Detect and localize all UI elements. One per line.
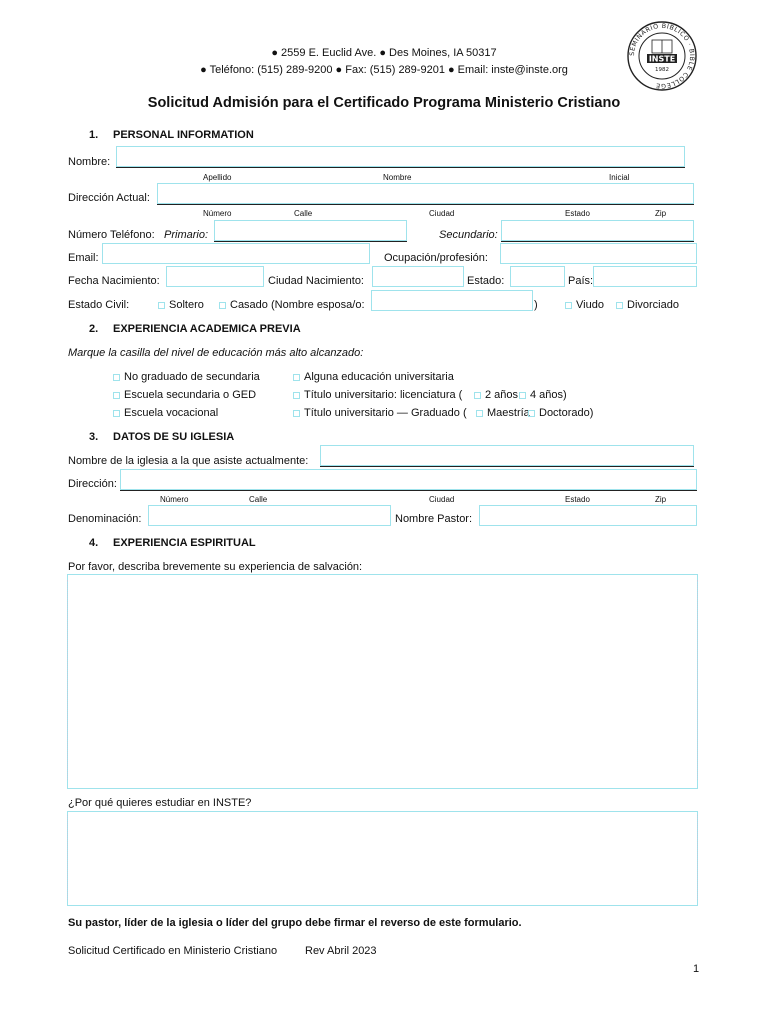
sub-numero: Número <box>203 209 232 218</box>
section-4-number: 4. <box>89 537 99 549</box>
sub-estado: Estado <box>565 209 590 218</box>
close-paren: ) <box>534 299 538 311</box>
sub-estado: Estado <box>565 495 590 504</box>
sub-zip: Zip <box>655 495 667 504</box>
section-2-title: EXPERIENCIA ACADEMICA PREVIA <box>113 323 301 335</box>
contact-line: ● Teléfono: (515) 289-9200 ● Fax: (515) 289-9201 ● Email: inste@inste.org <box>200 64 568 76</box>
porque-textarea[interactable] <box>67 811 698 906</box>
edu-option-label: Alguna educación universitaria <box>304 371 454 383</box>
primario-label: Primario: <box>164 229 209 241</box>
estado-civil-label: Estado Civil: <box>68 299 130 311</box>
direccion-underline <box>157 204 694 205</box>
section-3-number: 3. <box>89 431 99 443</box>
iglesia-label: Nombre de la iglesia a la que asiste actualmente: <box>68 455 309 467</box>
licenciatura-2anos-option[interactable] <box>474 389 518 401</box>
nombre-label: Nombre: <box>68 156 111 168</box>
sub-inicial: Inicial <box>609 173 630 182</box>
sub-apellido: Apellido <box>203 173 232 182</box>
soltero-option[interactable] <box>158 299 204 311</box>
sub-nombre: Nombre <box>383 173 412 182</box>
pais-label: País: <box>568 275 594 287</box>
checkbox[interactable] <box>113 374 120 381</box>
pastor-field[interactable] <box>479 505 697 526</box>
iglesia-direccion-label: Dirección: <box>68 478 117 490</box>
casado-label: Casado (Nombre esposa/o: <box>230 299 365 311</box>
edu-option-no-graduado[interactable] <box>113 371 260 383</box>
nombre-field[interactable] <box>116 146 685 167</box>
soltero-label: Soltero <box>169 299 204 311</box>
pastor-label: Nombre Pastor: <box>395 513 473 525</box>
checkbox[interactable] <box>113 392 120 399</box>
email-label: Email: <box>68 252 99 264</box>
graduado-doctorado-option[interactable] <box>528 407 593 419</box>
primario-underline <box>214 241 407 242</box>
sub-ciudad: Ciudad <box>429 209 455 218</box>
signature-note: Su pastor, líder de la iglesia o líder del grupo debe firmar el reverso de este formulario. <box>68 917 522 929</box>
iglesia-underline <box>320 466 694 467</box>
telefono-primario-field[interactable] <box>214 220 407 241</box>
graduado-maestria-option[interactable] <box>476 407 530 419</box>
iglesia-direccion-underline <box>120 490 697 491</box>
salvacion-label: Por favor, describa brevemente su experiencia de salvación: <box>68 561 363 573</box>
denominacion-label: Denominación: <box>68 513 142 525</box>
sub-ciudad: Ciudad <box>429 495 455 504</box>
esposa-field[interactable] <box>371 290 533 311</box>
email-field[interactable] <box>102 243 370 264</box>
checkbox[interactable] <box>293 392 300 399</box>
licenciatura-4anos-option[interactable] <box>519 389 567 401</box>
edu-option-graduado[interactable] <box>293 407 467 419</box>
fecha-nacimiento-field[interactable] <box>166 266 264 287</box>
sub-calle: Calle <box>294 209 313 218</box>
section-2-number: 2. <box>89 323 99 335</box>
address-line: ● 2559 E. Euclid Ave. ● Des Moines, IA 50317 <box>271 47 497 59</box>
svg-text:INSTE: INSTE <box>648 54 676 64</box>
denominacion-field[interactable] <box>148 505 391 526</box>
direccion-field[interactable] <box>157 183 694 204</box>
edu-option-alguna[interactable] <box>293 371 454 383</box>
edu-option-secundaria[interactable] <box>113 389 256 401</box>
divorciado-option[interactable] <box>616 299 679 311</box>
edu-option-vocacional[interactable] <box>113 407 218 419</box>
salvacion-textarea[interactable] <box>67 574 698 789</box>
ciudad-nacimiento-label: Ciudad Nacimiento: <box>268 275 364 287</box>
viudo-option[interactable] <box>565 299 604 311</box>
edu-option-label: Título universitario: licenciatura ( <box>304 389 463 401</box>
direccion-label: Dirección Actual: <box>68 192 150 204</box>
edu-option-licenciatura[interactable] <box>293 389 462 401</box>
checkbox[interactable] <box>476 410 483 417</box>
margin-dots <box>697 815 699 900</box>
casado-checkbox[interactable] <box>219 302 226 309</box>
checkbox[interactable] <box>528 410 535 417</box>
viudo-checkbox[interactable] <box>565 302 572 309</box>
option-label: Doctorado) <box>539 407 594 419</box>
option-label: 2 años <box>485 389 519 401</box>
svg-text:1982: 1982 <box>655 67 669 73</box>
sub-numero: Número <box>160 495 189 504</box>
telefono-label: Número Teléfono: <box>68 229 155 241</box>
edu-option-label: No graduado de secundaria <box>124 371 260 383</box>
nombre-underline <box>116 167 685 168</box>
checkbox[interactable] <box>519 392 526 399</box>
svg-text:SEMINARIO BÍBLICO · BIBLE COLL: SEMINARIO BÍBLICO · BIBLE COLLEGE <box>628 22 696 90</box>
divorciado-checkbox[interactable] <box>616 302 623 309</box>
edu-option-label: Escuela secundaria o GED <box>124 389 257 401</box>
ocupacion-field[interactable] <box>500 243 697 264</box>
footer-revision: Rev Abril 2023 <box>305 945 377 957</box>
estado-field[interactable] <box>510 266 565 287</box>
edu-option-label: Título universitario — Graduado ( <box>304 407 467 419</box>
sub-zip: Zip <box>655 209 667 218</box>
fecha-nacimiento-label: Fecha Nacimiento: <box>68 275 160 287</box>
margin-dots <box>697 580 699 780</box>
pais-field[interactable] <box>593 266 697 287</box>
casado-option[interactable] <box>219 299 365 311</box>
viudo-label: Viudo <box>576 299 604 311</box>
sub-calle: Calle <box>249 495 268 504</box>
estado-label: Estado: <box>467 275 505 287</box>
iglesia-field[interactable] <box>320 445 694 466</box>
checkbox[interactable] <box>113 410 120 417</box>
education-instruction: Marque la casilla del nivel de educación más alto alcanzado: <box>68 347 364 359</box>
checkbox[interactable] <box>474 392 481 399</box>
footer-doc-name: Solicitud Certificado en Ministerio Cristiano <box>68 945 278 957</box>
secundario-underline <box>501 241 694 242</box>
form-title: Solicitud Admisión para el Certificado Programa Ministerio Cristiano <box>147 95 621 111</box>
section-4-title: EXPERIENCIA ESPIRITUAL <box>113 537 256 549</box>
ciudad-nacimiento-field[interactable] <box>372 266 464 287</box>
checkbox[interactable] <box>293 410 300 417</box>
iglesia-direccion-field[interactable] <box>120 469 697 490</box>
porque-label: ¿Por qué quieres estudiar en INSTE? <box>68 797 252 809</box>
soltero-checkbox[interactable] <box>158 302 165 309</box>
ocupacion-label: Ocupación/profesión: <box>384 252 488 264</box>
telefono-secundario-field[interactable] <box>501 220 694 241</box>
option-label: Maestría <box>487 407 530 419</box>
margin-dots <box>67 815 69 900</box>
page-number: 1 <box>693 963 700 975</box>
margin-dots <box>67 580 69 780</box>
section-3-title: DATOS DE SU IGLESIA <box>113 431 235 443</box>
edu-option-label: Escuela vocacional <box>124 407 219 419</box>
section-1-number: 1. <box>89 129 99 141</box>
checkbox[interactable] <box>293 374 300 381</box>
divorciado-label: Divorciado <box>627 299 679 311</box>
secundario-label: Secundario: <box>439 229 498 241</box>
section-1-title: PERSONAL INFORMATION <box>113 129 254 141</box>
option-label: 4 años) <box>530 389 567 401</box>
